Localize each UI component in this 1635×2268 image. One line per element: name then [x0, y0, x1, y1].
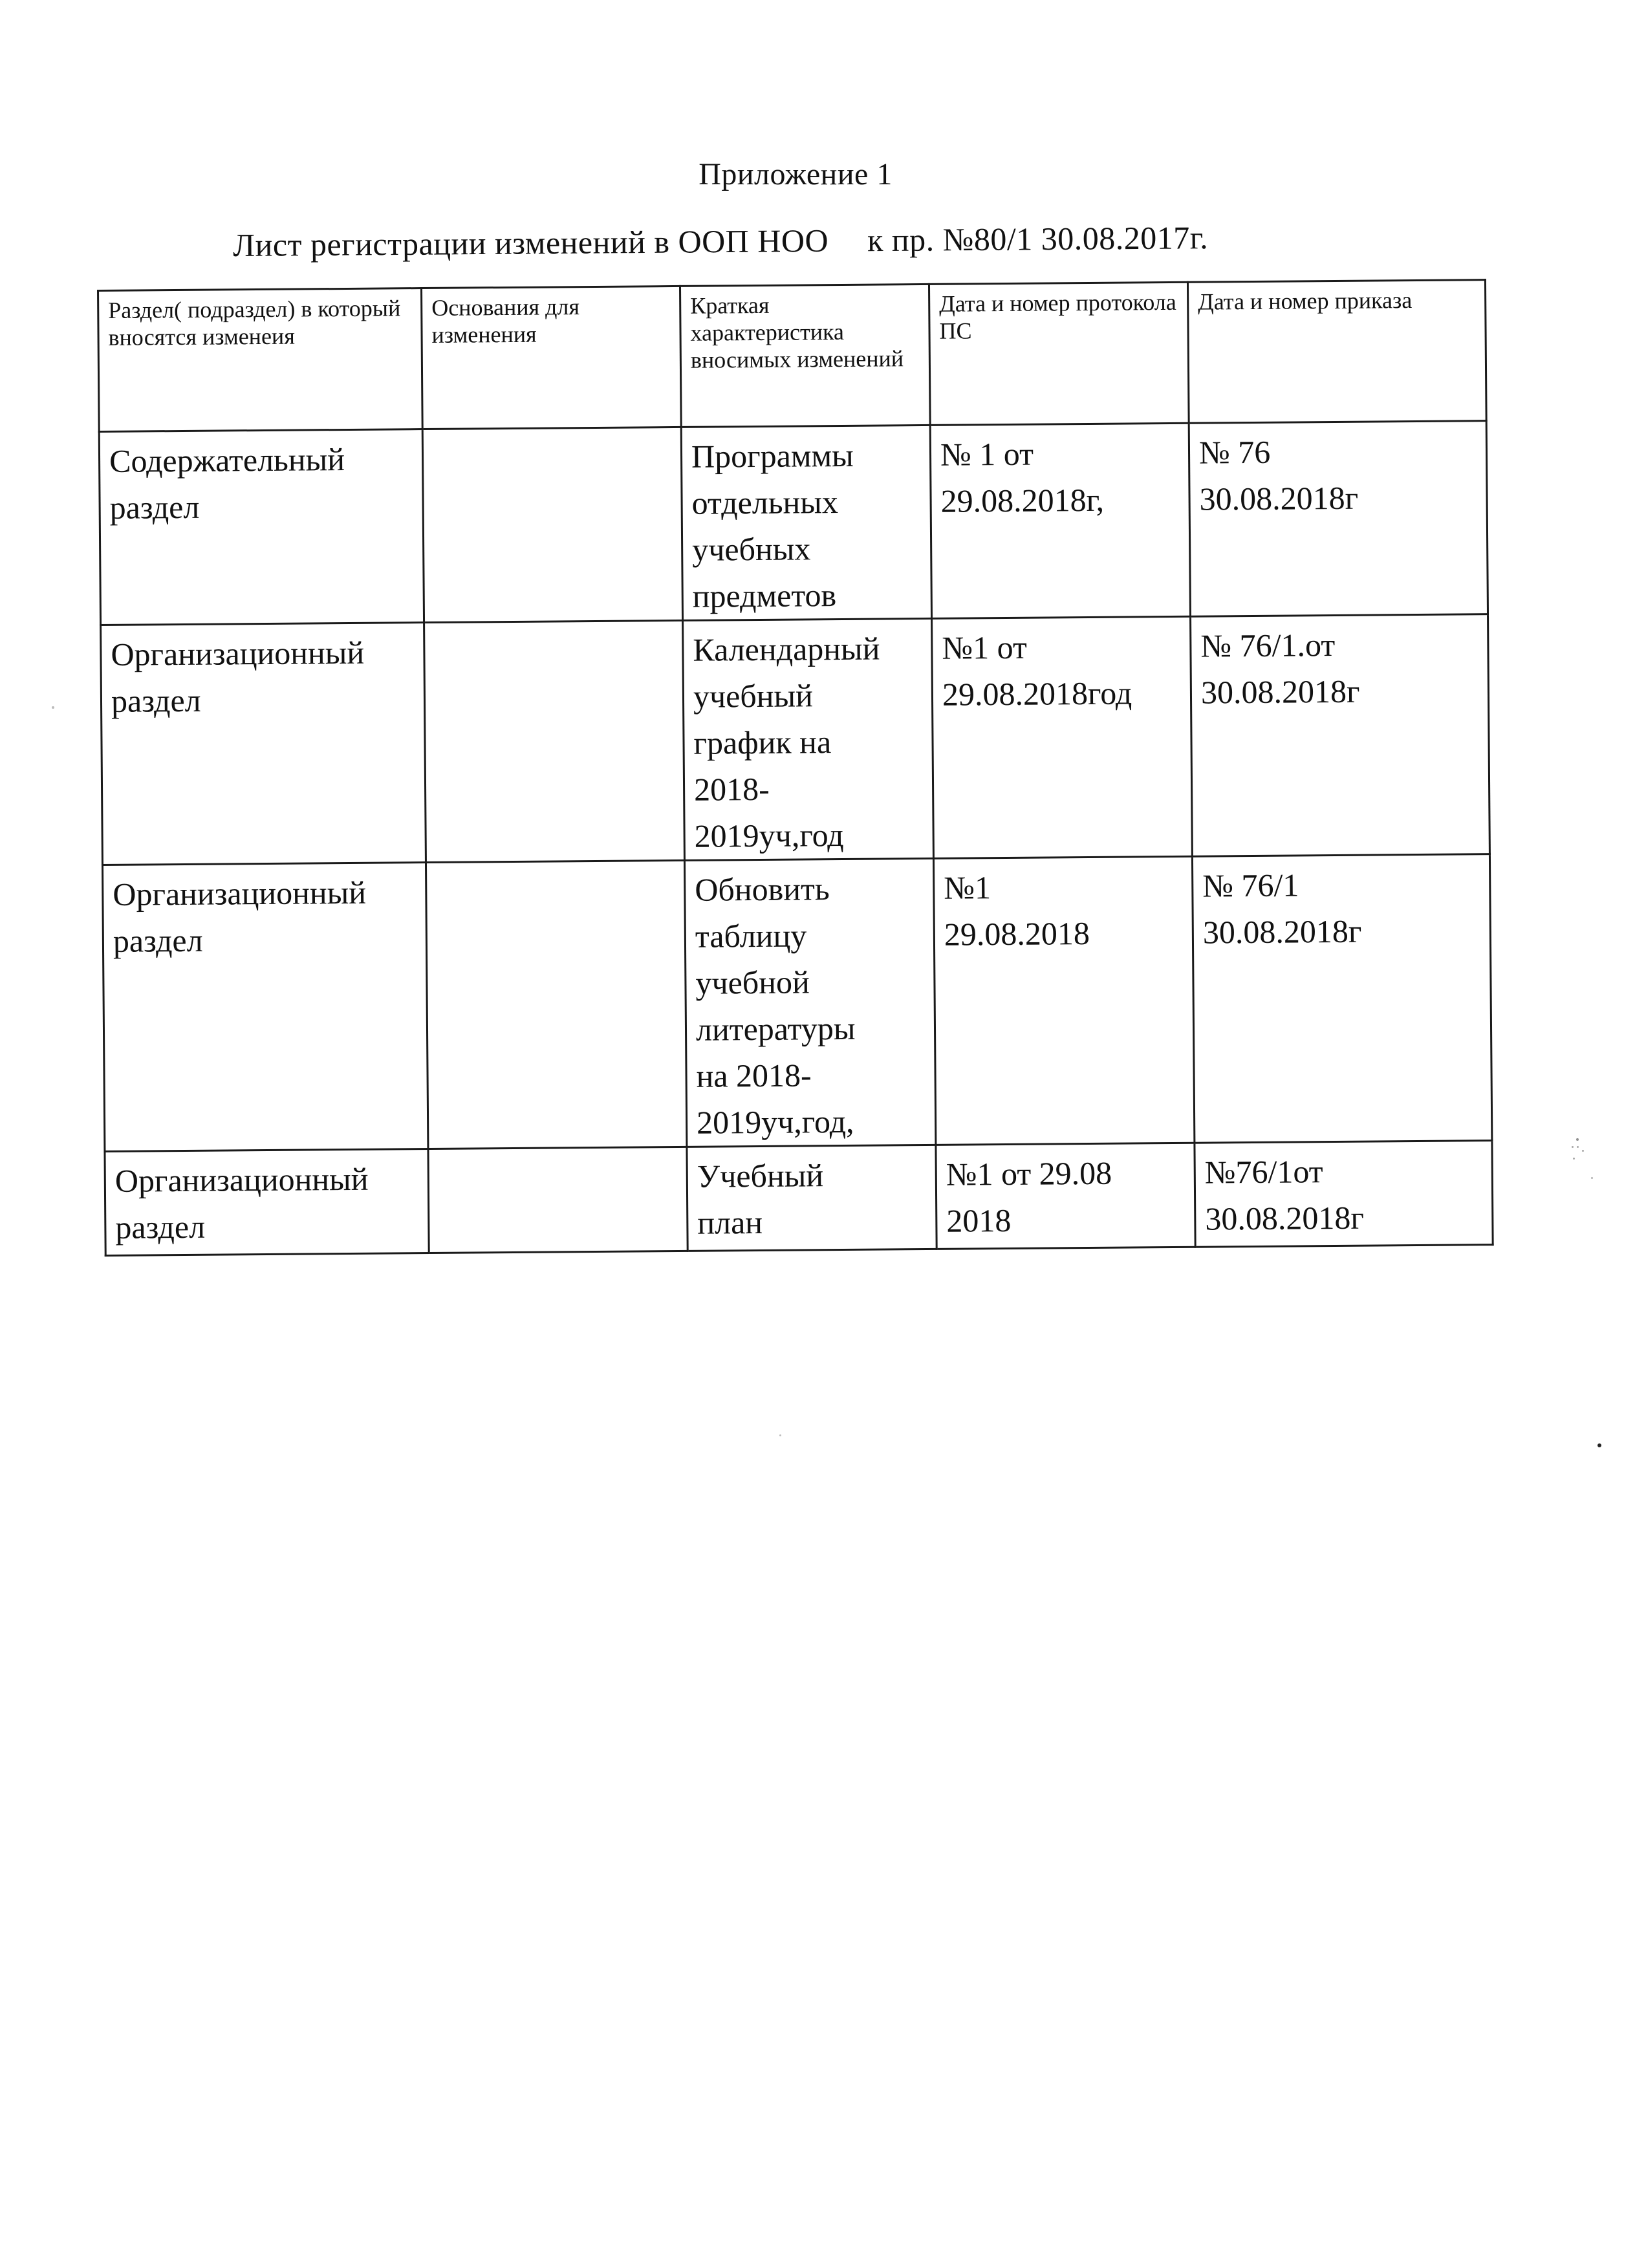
table-row	[102, 854, 1491, 1152]
title-main: Лист регистрации изменений в ООП НОО	[233, 222, 829, 263]
scan-speck	[1591, 1177, 1593, 1179]
cell-section: Содержательный раздел	[99, 429, 424, 625]
scan-speck	[1582, 1150, 1584, 1152]
document-title	[233, 219, 1208, 264]
title-order-reference: к пр. №80/1 30.08.2017г.	[867, 219, 1209, 259]
cell-basis	[424, 620, 685, 862]
cell-basis	[422, 427, 682, 622]
cell-description: Обновить таблицу учебной литературы на 2018- 2019уч,год,	[684, 858, 935, 1147]
scan-speck	[1597, 1443, 1601, 1447]
header-basis: Основания для изменения	[421, 286, 681, 429]
header-description: Краткая характеристика вносимых изменений	[680, 284, 930, 427]
cell-description: Программы отдельных учебных предметов	[681, 425, 931, 620]
cell-protocol: №1 29.08.2018	[933, 856, 1194, 1145]
cell-protocol: № 1 от 29.08.2018г,	[930, 423, 1190, 618]
scan-speck	[1577, 1146, 1579, 1148]
appendix-label: Приложение 1	[698, 157, 893, 191]
cell-description: Учебный план	[687, 1145, 937, 1251]
header-protocol: Дата и номер протокола ПС	[929, 282, 1189, 425]
scan-speck	[1572, 1146, 1574, 1148]
cell-section: Организационный раздел	[101, 623, 426, 865]
cell-description: Календарный учебный график на 2018- 2019уч,год	[683, 618, 934, 860]
changes-registration-table	[97, 279, 1494, 1257]
scan-speck	[779, 1434, 781, 1436]
header-order: Дата и номер приказа	[1187, 280, 1486, 424]
scan-speck	[1573, 1158, 1575, 1160]
table-header-row	[98, 280, 1487, 432]
cell-protocol: №1 от 29.08.2018год	[932, 616, 1193, 858]
cell-section: Организационный раздел	[105, 1149, 429, 1256]
table-row	[101, 614, 1490, 865]
cell-order: №76/1от 30.08.2018г	[1195, 1141, 1493, 1247]
scan-speck	[1576, 1138, 1579, 1141]
cell-order: № 76 30.08.2018г	[1189, 421, 1488, 617]
scan-speck	[52, 706, 54, 709]
cell-protocol: №1 от 29.08 2018	[936, 1143, 1195, 1249]
cell-basis	[426, 860, 686, 1149]
cell-order: № 76/1 30.08.2018г	[1192, 854, 1491, 1143]
table-row	[105, 1141, 1493, 1256]
table-row	[99, 421, 1488, 625]
cell-section: Организационный раздел	[102, 863, 428, 1152]
cell-order: № 76/1.от 30.08.2018г	[1191, 614, 1490, 857]
header-section: Раздел( подраздел) в который вносятся изменеия	[98, 288, 423, 432]
cell-basis	[428, 1147, 688, 1253]
